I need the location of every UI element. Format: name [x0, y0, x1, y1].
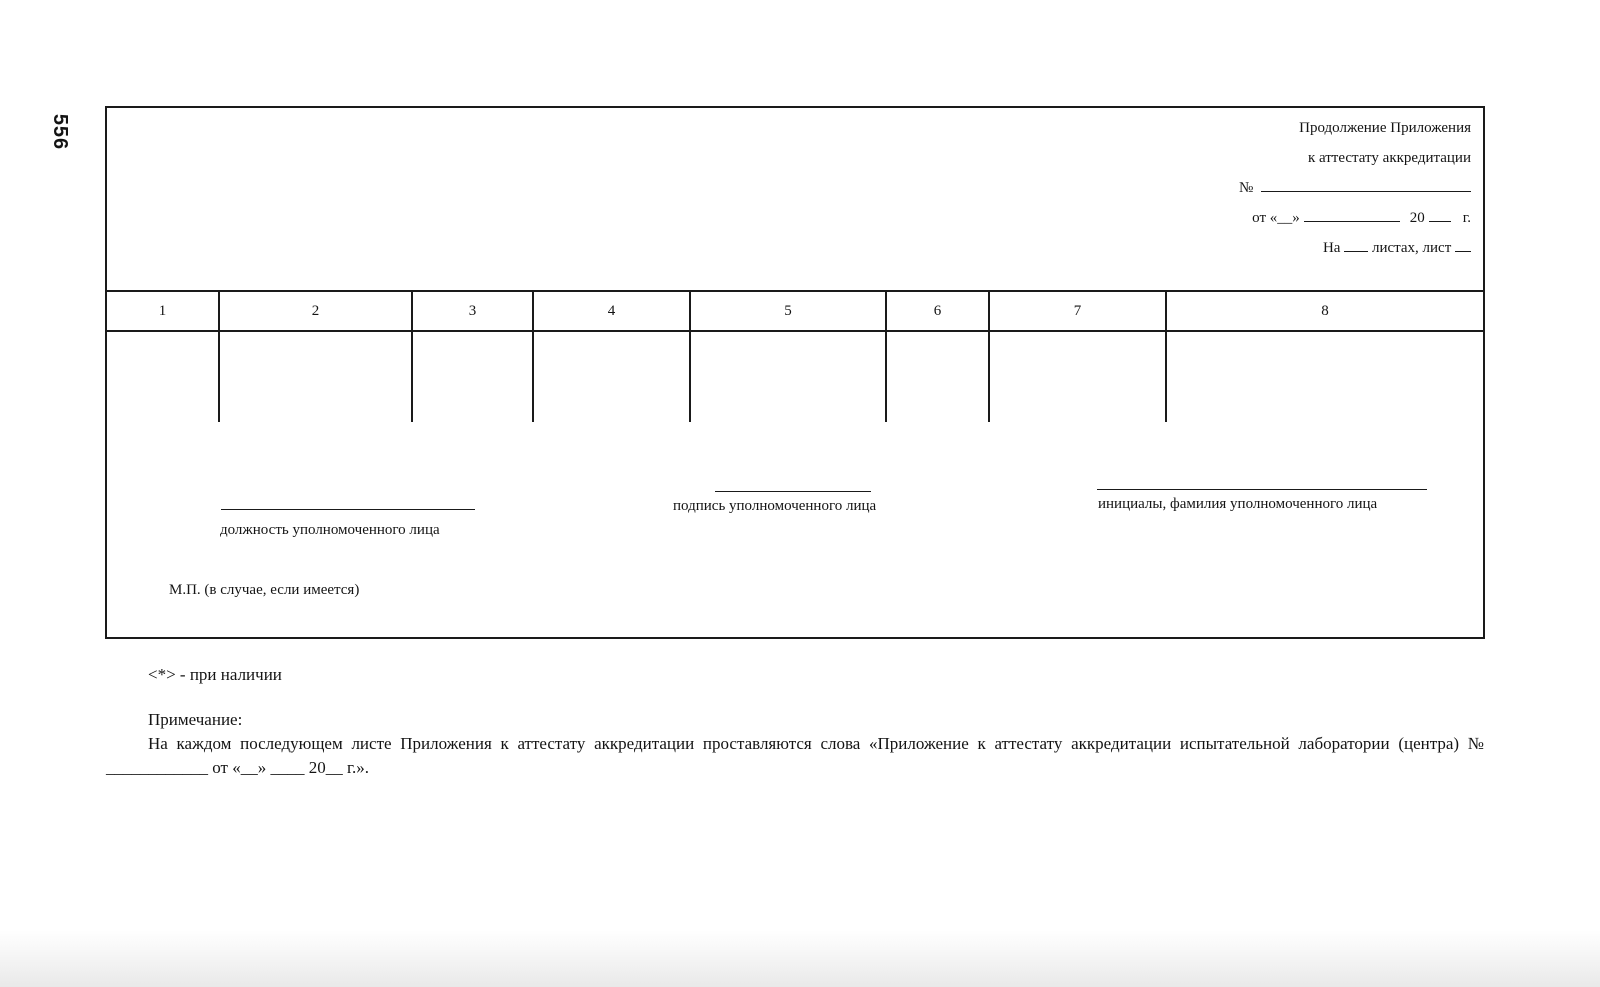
column-header-6: 6 — [886, 291, 989, 331]
appendix-header — [1171, 113, 1471, 263]
page-number: 556 — [49, 113, 72, 151]
table-cell — [412, 331, 533, 422]
table-cell — [989, 331, 1166, 422]
column-header-3: 3 — [412, 291, 533, 331]
header-line-certificate: к аттестату аккредитации — [1307, 150, 1471, 166]
form-frame — [105, 106, 1485, 639]
table-cell — [219, 331, 412, 422]
column-header-7: 7 — [989, 291, 1166, 331]
date-month-blank — [1304, 203, 1400, 222]
number-label: № — [1239, 180, 1254, 196]
table-row — [107, 331, 1483, 422]
date-year-blank — [1429, 203, 1451, 222]
sheets-middle: листах, лист — [1371, 240, 1452, 256]
date-line — [1239, 203, 1471, 233]
column-header-2: 2 — [219, 291, 412, 331]
column-header-1: 1 — [107, 291, 219, 331]
date-suffix: г. — [1462, 210, 1471, 226]
table-cell — [1166, 331, 1483, 422]
appendix-table — [107, 290, 1483, 422]
date-year-prefix: 20 — [1409, 210, 1425, 226]
name-caption: инициалы, фамилия уполномоченного лица — [1098, 496, 1378, 512]
scan-edge-shadow — [0, 930, 1600, 987]
table-cell — [533, 331, 690, 422]
column-header-8: 8 — [1166, 291, 1483, 331]
name-signature-line — [1097, 489, 1427, 490]
signature-caption: подпись уполномоченного лица — [673, 498, 877, 514]
stamp-note: М.П. (в случае, если имеется) — [169, 582, 360, 598]
footnote: <*> - при наличии — [148, 665, 282, 684]
column-header-5: 5 — [690, 291, 886, 331]
note-title: Примечание: — [148, 710, 243, 729]
date-from-label: от «__» — [1252, 210, 1300, 226]
table-cell — [107, 331, 219, 422]
column-header-4: 4 — [533, 291, 690, 331]
certificate-number-line — [1239, 173, 1471, 203]
sheets-count-blank — [1344, 233, 1368, 252]
position-caption: должность уполномоченного лица — [220, 522, 440, 538]
signature-line — [715, 491, 871, 492]
header-line-continuation: Продолжение Приложения — [1299, 120, 1471, 136]
table-cell — [690, 331, 886, 422]
sheets-line — [1171, 233, 1471, 263]
table-header-row — [107, 291, 1483, 331]
sheet-number-blank — [1455, 233, 1471, 252]
sheets-prefix: На — [1322, 240, 1341, 256]
position-signature-line — [221, 509, 475, 510]
table-cell — [886, 331, 989, 422]
note-body: На каждом последующем листе Приложения к аттестату аккредитации проставляются слова «Приложение к аттестату аккредитации испытательной лаборатории (центра) № ____________ от «__» ____ 20__ г.». — [106, 734, 1484, 777]
number-blank — [1261, 173, 1471, 192]
